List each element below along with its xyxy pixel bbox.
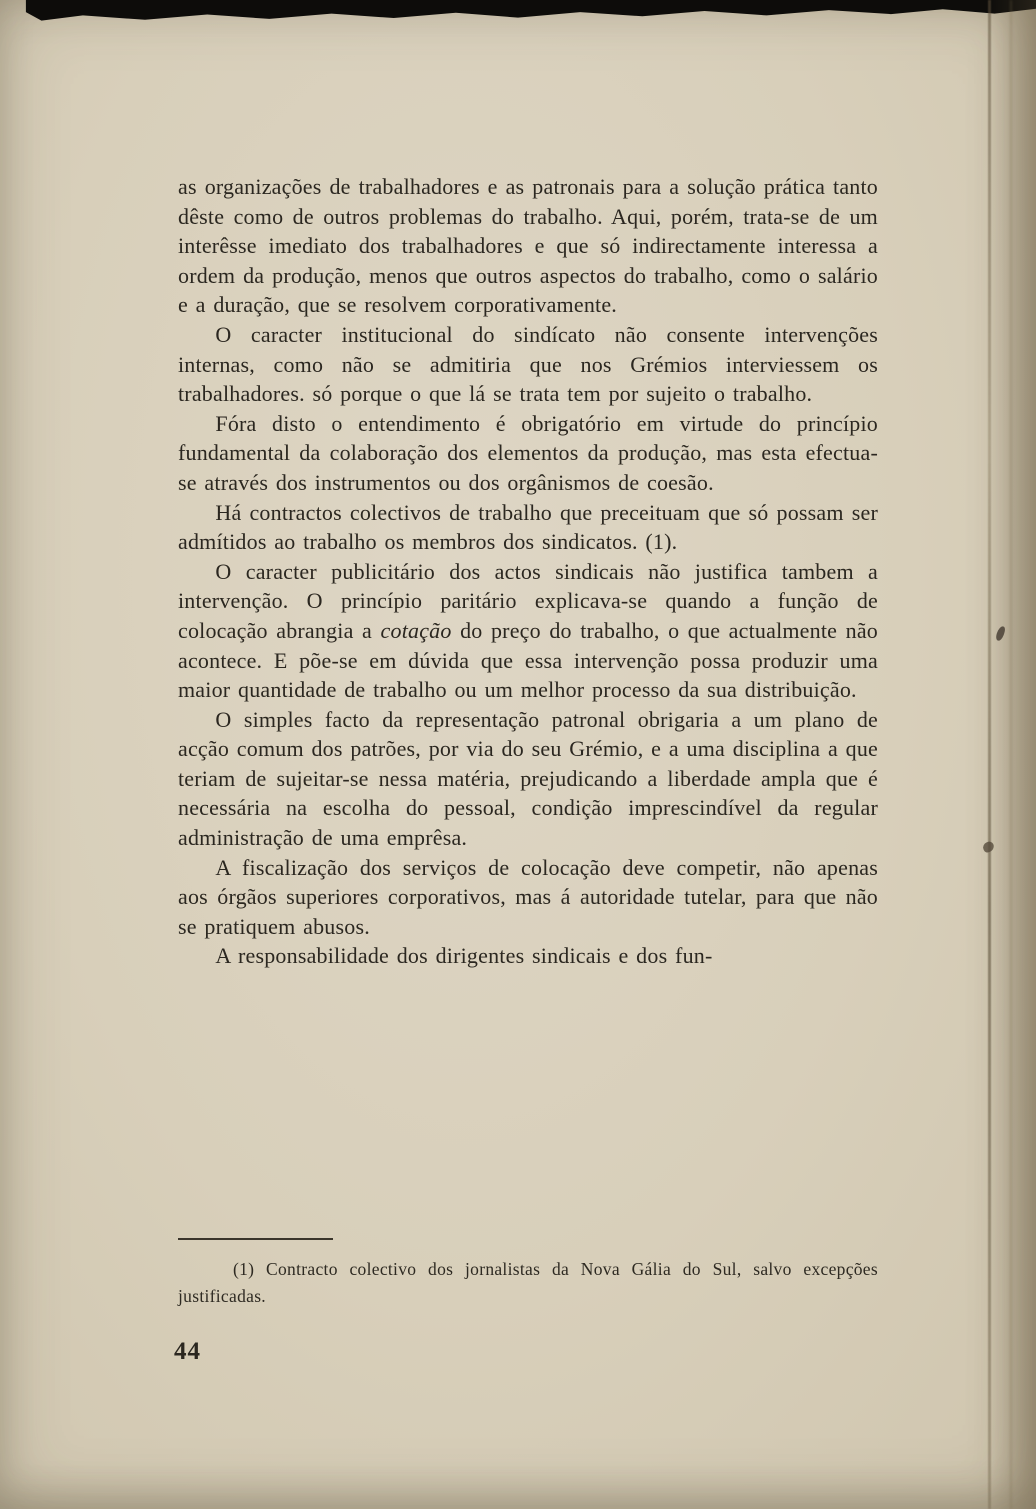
text-block xyxy=(178,172,878,971)
torn-paper-edge xyxy=(0,0,1036,22)
footnote: (1) Contracto colectivo dos jornalistas da Nova Gália do Sul, salvo excepções justificadas. xyxy=(178,1259,878,1306)
paragraph-5-text: O caracter publicitário dos actos sindicais não justifica tambem a intervenção. O princípio paritário explicava-se quando a função de colocação abrangia a xyxy=(178,558,878,643)
paragraph-5-text-continued: do preço do trabalho, o que actualmente não acontece. E põe-se em dúvida que essa intervenção possa produzir uma maior quantidade de trabalho ou um melhor processo da sua distribuição. xyxy=(178,617,878,703)
footnote-separator xyxy=(178,1238,333,1240)
paragraph-3: Fóra disto o entendimento é obrigatório em virtude do princípio fundamental da colaboração dos elementos da produção, mas esta efectua-se através dos instrumentos ou dos orgânismos de coesão. xyxy=(178,410,878,495)
paragraph-6: O simples facto da representação patronal obrigaria a um plano de acção comum dos patrões, por via do seu Grémio, e a uma disciplina a que teriam de sujeitar-se nessa matéria, prejudicando a liberdade ampla que é necessária na escolha do pessoal, condição imprescindível da regular administração de uma emprêsa. xyxy=(178,706,878,851)
paragraph-4: Há contractos colectivos de trabalho que preceituam que só possam ser admítidos ao trabalho os membros dos sindicatos. (1). xyxy=(178,499,878,555)
paragraph-2: O caracter institucional do sindícato não consente intervenções internas, como não se admitiria que nos Grémios interviessem os trabalhadores. só porque o que lá se trata tem por sujeito o trabalho. xyxy=(178,321,878,407)
page-edge-crease xyxy=(988,0,991,1509)
page-edge-shadow xyxy=(988,0,1036,1509)
page-edge-crease-2 xyxy=(1010,0,1012,1509)
paragraph-8: A responsabilidade dos dirigentes sindicais e dos fun- xyxy=(215,943,713,969)
paragraph-1: as organizações de trabalhadores e as patronais para a solução prática tanto dêste como de outros problemas do trabalho. Aqui, porém, trata-se de um interêsse imediato dos trabalhadores e que só indirectamente interessa a ordem da produção, menos que outros aspectos do trabalho, como o salário e a duração, que se resolvem corporativamente. xyxy=(178,174,878,318)
page-number: 44 xyxy=(174,1338,201,1365)
paragraph-5 xyxy=(178,557,878,705)
paragraph-7: A fiscalização dos serviços de colocação deve competir, não apenas aos órgãos superiores corporativos, mas á autoridade tutelar, para que não se pratiquem abusos. xyxy=(178,854,878,939)
footnote-area xyxy=(178,1238,878,1310)
italic-word: cotação xyxy=(380,617,452,643)
